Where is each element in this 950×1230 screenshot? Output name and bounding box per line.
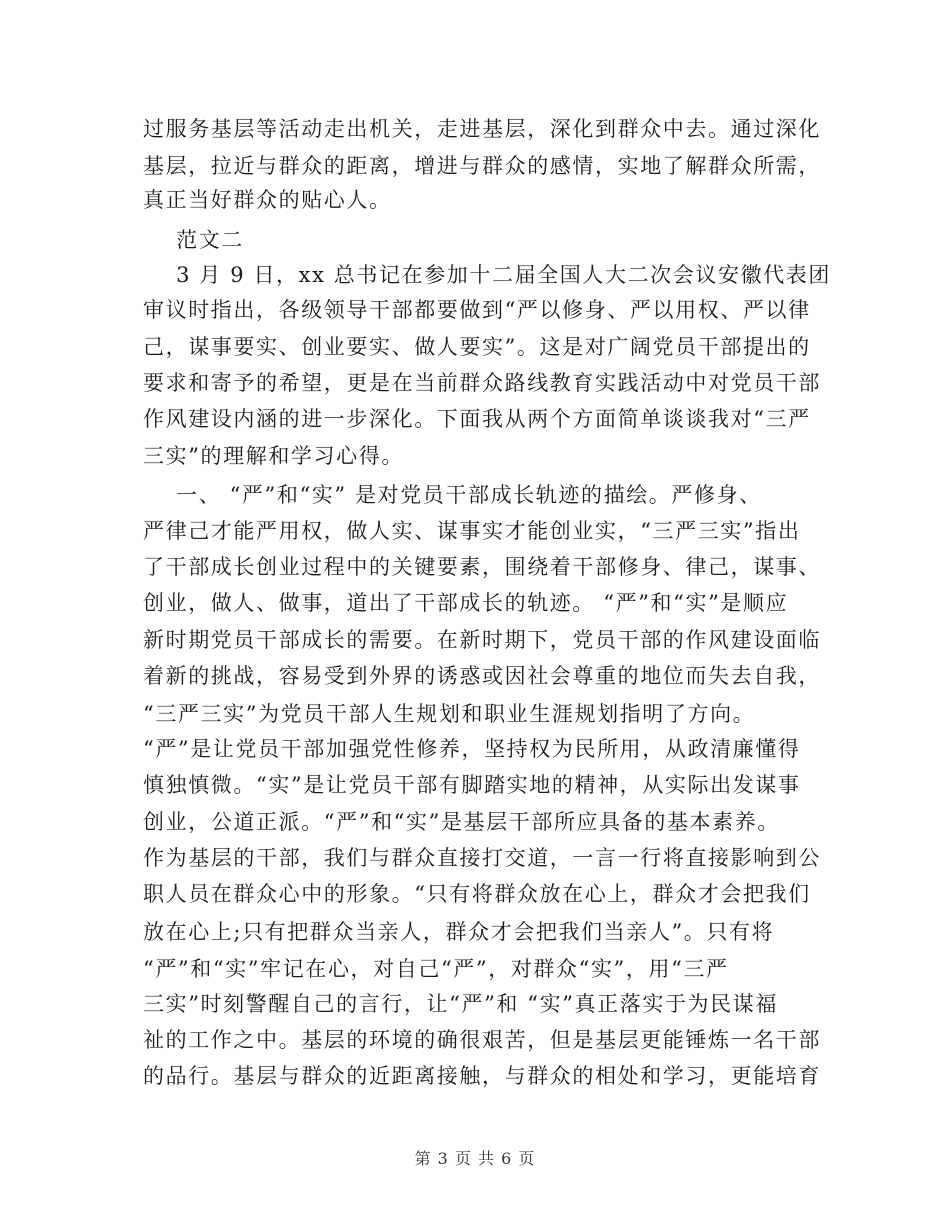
body-line: “三严三实”为党员干部人生规划和职业生涯规划指明了方向。 xyxy=(143,702,756,726)
body-line: 作为基层的干部，我们与群众直接打交道，一言一行将直接影响到公 xyxy=(143,846,821,870)
body-line: 严律己才能严用权，做人实、谋事实才能创业实，“三严三实”指出 xyxy=(143,519,801,543)
body-line: 三实”的理解和学习心得。 xyxy=(143,444,404,468)
body-line: 己，谋事要实、创业要实、做人要实”。这是对广阔党员干部提出的 xyxy=(143,335,811,359)
body-line: 创业，公道正派。“严”和“实”是基层干部所应具备的基本素养。 xyxy=(143,810,780,834)
body-line: 了干部成长创业过程中的关键要素，围绕着干部修身、律己，谋事、 xyxy=(143,555,821,579)
body-line: 新时期党员干部成长的需要。在新时期下，党员干部的作风建设面临 xyxy=(143,628,821,652)
body-line: “严”是让党员干部加强党性修养，坚持权为民所用，从政清廉懂得 xyxy=(143,737,801,761)
section-heading: 范文二 xyxy=(143,228,244,252)
body-line: 着新的挑战，容易受到外界的诱惑或因社会尊重的地位而失去自我， xyxy=(143,664,821,688)
body-line: 真正当好群众的贴心人。 xyxy=(143,188,392,212)
body-line: 祉的工作之中。基层的环境的确很艰苦，但是基层更能锤炼一名干部 xyxy=(143,1028,821,1052)
body-line: 3 月 9 日，xx 总书记在参加十二届全国人大二次会议安徽代表团 xyxy=(143,263,832,287)
body-line: 要求和寄予的希望，更是在当前群众路线教育实践活动中对党员干部 xyxy=(143,371,821,395)
body-line: 放在心上;只有把群众当亲人，群众才会把我们当亲人”。只有将 xyxy=(143,920,775,944)
body-line: 基层，拉近与群众的距离，增进与群众的感情，实地了解群众所需， xyxy=(143,154,821,178)
body-line: 职人员在群众心中的形象。“只有将群众放在心上，群众才会把我们 xyxy=(143,882,811,906)
body-line: 三实”时刻警醒自己的言行，让“严”和 “实”真正落实于为民谋福 xyxy=(143,992,778,1016)
body-line: 创业，做人、做事，道出了干部成长的轨迹。 “严”和“实”是顺应 xyxy=(143,591,789,615)
body-line: 过服务基层等活动走出机关，走进基层，深化到群众中去。通过深化 xyxy=(143,117,821,141)
body-line: 一、 “严”和“实” 是对党员干部成长轨迹的描绘。严修身、 xyxy=(143,483,762,507)
body-line: 作风建设内涵的进一步深化。下面我从两个方面简单谈谈我对“三严 xyxy=(143,407,811,431)
body-line: 审议时指出，各级领导干部都要做到“严以修身、严以用权、严以律 xyxy=(143,298,811,322)
body-line: 的品行。基层与群众的近距离接触，与群众的相处和学习，更能培育 xyxy=(143,1064,821,1088)
body-line: “严”和“实”牢记在心，对自己“严”，对群众“实”，用“三严 xyxy=(143,957,729,981)
page-footer: 第 3 页 共 6 页 xyxy=(414,1149,536,1168)
body-line: 慎独慎微。“实”是让党员干部有脚踏实地的精神，从实际出发谋事 xyxy=(143,773,801,797)
